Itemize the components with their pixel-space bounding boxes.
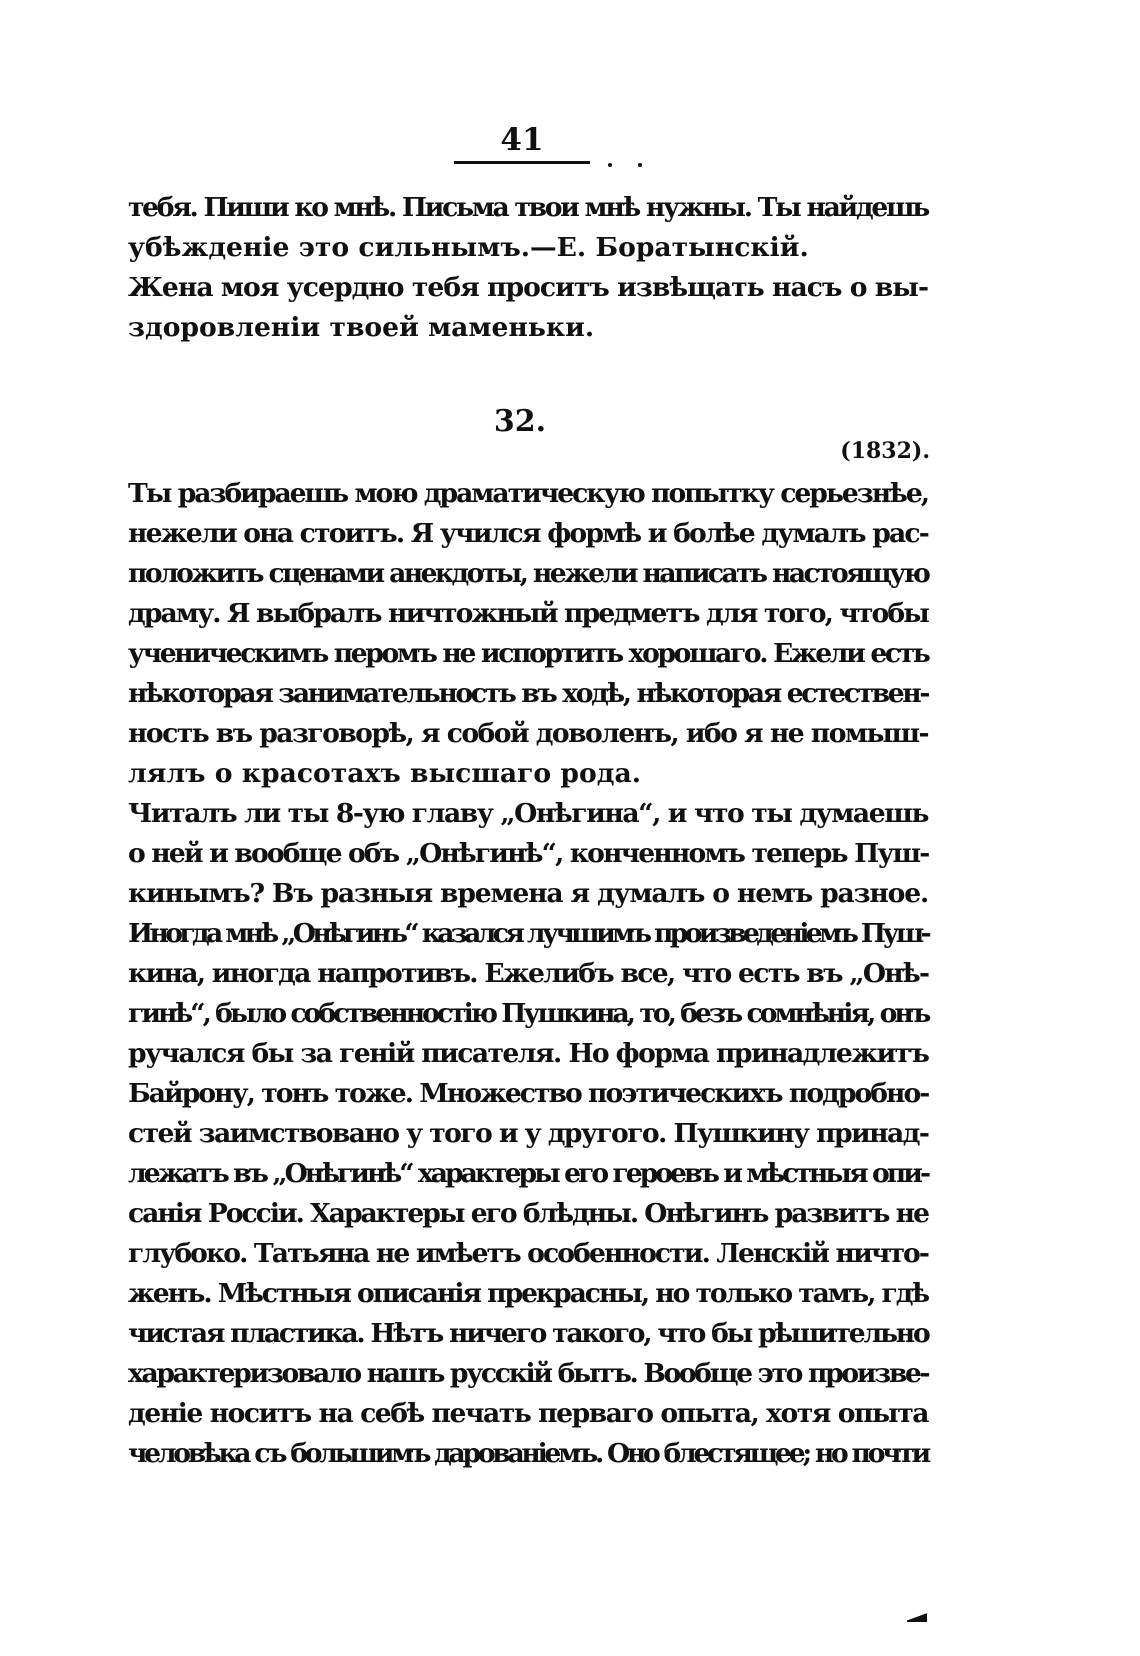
onegin-line-4: Иногда мнѣ „Онѣгинъ“ казался лучшимъ произведеніемъ Пуш- bbox=[128, 918, 928, 949]
onegin-line-6: гинѣ“, было собственностію Пушкина, то, безъ сомнѣнія, онъ bbox=[128, 998, 929, 1029]
page-dot-1 bbox=[608, 163, 612, 167]
onegin-line-9: стей заимствовано у того и у другого. Пушкину принад- bbox=[128, 1118, 929, 1149]
onegin-line-16: деніе носитъ на себѣ печать перваго опыта, хотя опыта bbox=[128, 1398, 928, 1429]
drama-line-2: нежели она стоитъ. Я учился формѣ и болѣе думалъ рас- bbox=[128, 518, 928, 549]
onegin-line-8: Байрону, тонъ тоже. Множество поэтическихъ подробно- bbox=[128, 1078, 929, 1109]
onegin-line-11: санія Россіи. Характеры его блѣдны. Онѣгинъ развитъ не bbox=[128, 1198, 928, 1229]
onegin-line-14: чистая пластика. Нѣтъ ничего такого, что бы рѣшительно bbox=[128, 1318, 929, 1349]
wife-line-2: здоровленіи твоей маменьки. bbox=[128, 312, 595, 343]
onegin-line-15: характеризовало нашъ русскій бытъ. Вообще это произве- bbox=[128, 1358, 929, 1389]
drama-line-4: драму. Я выбралъ ничтожный предметъ для того, чтобы bbox=[128, 598, 928, 629]
onegin-paragraph bbox=[128, 794, 928, 1474]
onegin-line-2: о ней и вообще объ „Онѣгинѣ“, конченномъ теперь Пуш- bbox=[128, 838, 929, 869]
drama-line-6: нѣкоторая занимательность въ ходѣ, нѣкоторая естествен- bbox=[128, 678, 928, 709]
onegin-line-7: ручался бы за геній писателя. Но форма принадлежитъ bbox=[128, 1038, 929, 1069]
drama-line-1: Ты разбираешь мою драматическую попытку серьезнѣе, bbox=[128, 478, 928, 509]
drama-line-8: лялъ о красотахъ высшаго рода. bbox=[128, 758, 641, 789]
drama-line-7: ность въ разговорѣ, я собой доволенъ, ибо я не помыш- bbox=[128, 718, 928, 749]
onegin-line-3: кинымъ? Въ разныя времена я думалъ о немъ разное. bbox=[128, 878, 929, 909]
closing-line-2: убѣжденіе это сильнымъ.—Е. Боратынскій. bbox=[128, 232, 809, 263]
corner-print-mark bbox=[907, 1612, 927, 1622]
page-dot-2 bbox=[638, 163, 642, 167]
onegin-line-1: Читалъ ли ты 8-ую главу „Онѣгина“, и что ты думаешь bbox=[128, 798, 928, 829]
drama-paragraph bbox=[128, 474, 928, 794]
wife-line-1: Жена моя усердно тебя проситъ извѣщать насъ о вы- bbox=[128, 272, 928, 303]
wife-paragraph bbox=[128, 268, 928, 348]
drama-line-3: положить сценами анекдоты, нежели написать настоящую bbox=[128, 558, 929, 589]
onegin-line-17: человѣка съ большимъ дарованіемъ. Оно блестящее; но почти bbox=[128, 1438, 928, 1469]
closing-paragraph bbox=[128, 188, 928, 268]
onegin-line-13: женъ. Мѣстныя описанія прекрасны, но только тамъ, гдѣ bbox=[128, 1278, 928, 1309]
page-number: 41 bbox=[500, 122, 544, 158]
letter-date: (1832). bbox=[840, 438, 930, 464]
onegin-line-10: лежатъ въ „Онѣгинѣ“ характеры его героевъ и мѣстныя опи- bbox=[128, 1158, 928, 1189]
drama-line-5: ученическимъ перомъ не испортить хорошаго. Ежели есть bbox=[128, 638, 929, 669]
letter-number: 32. bbox=[493, 404, 547, 439]
onegin-line-5: кина, иногда напротивъ. Ежелибъ все, что есть въ „Онѣ- bbox=[128, 958, 929, 989]
page-number-rule bbox=[454, 161, 590, 164]
closing-line-1: тебя. Пиши ко мнѣ. Письма твои мнѣ нужны. Ты найдешь bbox=[128, 192, 928, 223]
onegin-line-12: глубоко. Татьяна не имѣетъ особенности. Ленскій ничто- bbox=[128, 1238, 928, 1269]
